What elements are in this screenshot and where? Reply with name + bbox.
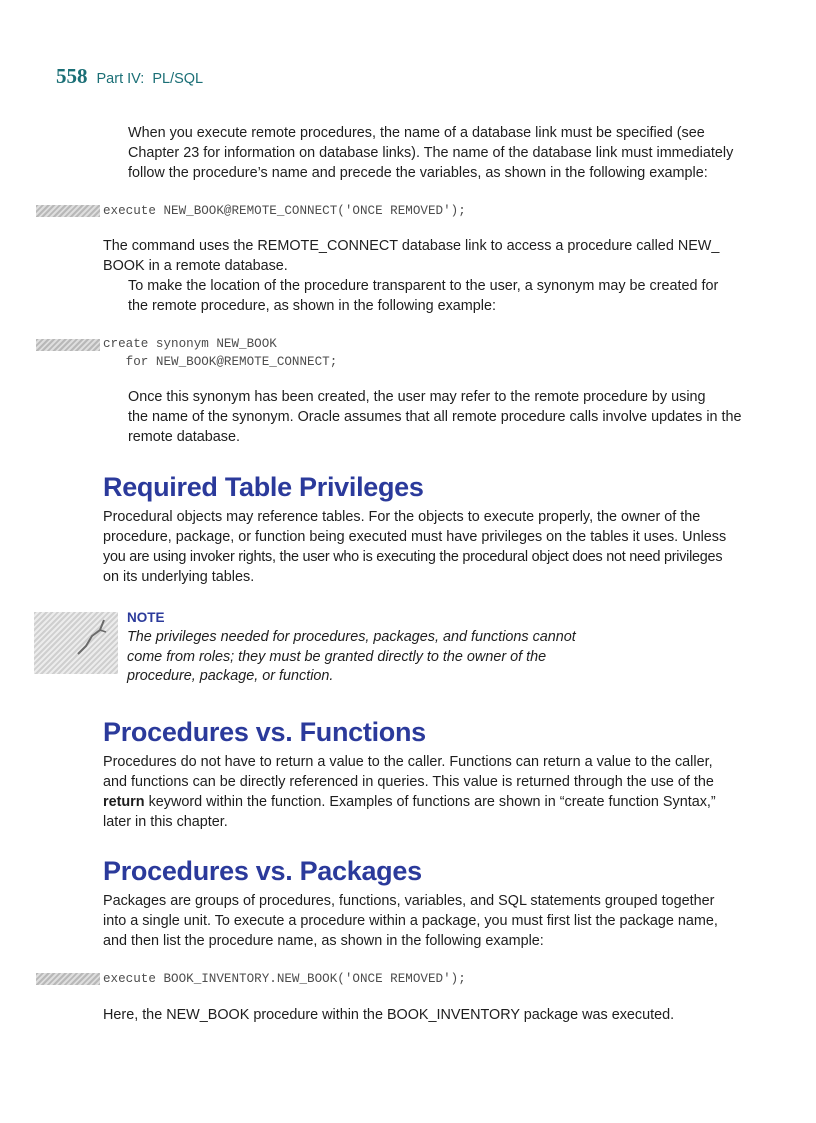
text-line: into a single unit. To execute a procedure within a package, you must first list the package name, <box>103 913 718 929</box>
text-line: the name of the synonym. Oracle assumes that all remote procedure calls involve updates in the <box>128 409 742 425</box>
text-line: Packages are groups of procedures, functions, variables, and SQL statements grouped together <box>103 893 715 909</box>
text-fragment: keyword within the function. Examples of functions are shown in “create function Syntax,” <box>144 794 716 810</box>
text-line: Here, the NEW_BOOK procedure within the BOOK_INVENTORY package was executed. <box>103 1007 675 1023</box>
code-marker-icon <box>36 205 100 217</box>
text-line: the remote procedure, as shown in the following example: <box>128 298 496 314</box>
text-line: When you execute remote procedures, the name of a database link must be specified (see <box>128 125 705 141</box>
code-example-remote-execute: execute NEW_BOOK@REMOTE_CONNECT('ONCE REMOVED'); <box>103 204 466 218</box>
code-example-synonym <box>103 335 337 371</box>
text-line: on its underlying tables. <box>103 569 255 585</box>
heading-required-table-privileges: Required Table Privileges <box>103 472 424 502</box>
text-line: The privileges needed for procedures, packages, and functions cannot <box>127 629 576 645</box>
heading-procedures-vs-functions: Procedures vs. Functions <box>103 717 426 747</box>
paragraph-package-closing <box>103 1005 723 1025</box>
text-line: The command uses the REMOTE_CONNECT database link to access a procedure called NEW_ <box>103 238 720 254</box>
text-line: you are using invoker rights, the user who is executing the procedural object does not need privileges <box>103 549 723 565</box>
page-number: 558 <box>56 64 88 88</box>
code-line: create synonym NEW_BOOK <box>103 337 277 351</box>
text-line: and then list the procedure name, as shown in the following example: <box>103 933 544 949</box>
text-line: Chapter 23 for information on database links). The name of the database link must immediately <box>128 145 734 161</box>
text-line: To make the location of the procedure transparent to the user, a synonym may be created for <box>128 278 719 294</box>
text-line: BOOK in a remote database. <box>103 258 288 274</box>
code-marker-icon <box>36 973 100 985</box>
text-line: later in this chapter. <box>103 814 228 830</box>
text-line: come from roles; they must be granted directly to the owner of the <box>127 648 547 665</box>
code-marker-icon <box>36 339 100 351</box>
paragraph-remote-procedures <box>103 123 734 183</box>
paragraph-table-privileges <box>103 507 727 587</box>
paragraph-procedures-vs-functions <box>103 752 723 832</box>
note-label: NOTE <box>127 610 165 625</box>
code-line: for NEW_BOOK@REMOTE_CONNECT; <box>103 355 338 369</box>
keyword-return: return <box>103 794 145 810</box>
text-line: follow the procedure’s name and precede the variables, as shown in the following example: <box>128 165 708 181</box>
text-line: procedure, package, or function. <box>127 668 334 684</box>
note-text <box>127 628 576 687</box>
part-label <box>97 71 204 87</box>
part-number: Part IV: <box>96 71 145 87</box>
paragraph-synonym-usage <box>103 387 742 447</box>
paragraph-remote-connect <box>103 236 723 276</box>
text-line <box>103 792 723 812</box>
text-line: Procedural objects may reference tables. For the objects to execute properly, the owner of the <box>103 509 701 525</box>
paragraph-synonym-intro <box>103 276 723 316</box>
text-line: Procedures do not have to return a value to the caller. Functions can return a value to the caller, <box>103 754 713 770</box>
running-header <box>56 64 203 89</box>
text-line: Once this synonym has been created, the user may refer to the remote procedure by using <box>128 389 706 405</box>
code-example-package-execute: execute BOOK_INVENTORY.NEW_BOOK('ONCE REMOVED'); <box>103 972 466 986</box>
text-line: procedure, package, or function being executed must have privileges on the tables it uses. Unless <box>103 529 727 545</box>
heading-procedures-vs-packages: Procedures vs. Packages <box>103 856 422 886</box>
part-title: PL/SQL <box>152 71 204 87</box>
note-icon <box>34 612 118 674</box>
paragraph-procedures-vs-packages <box>103 891 723 951</box>
text-line: remote database. <box>128 429 240 445</box>
text-line: and functions can be directly referenced in queries. This value is returned through the use of the <box>103 774 714 790</box>
